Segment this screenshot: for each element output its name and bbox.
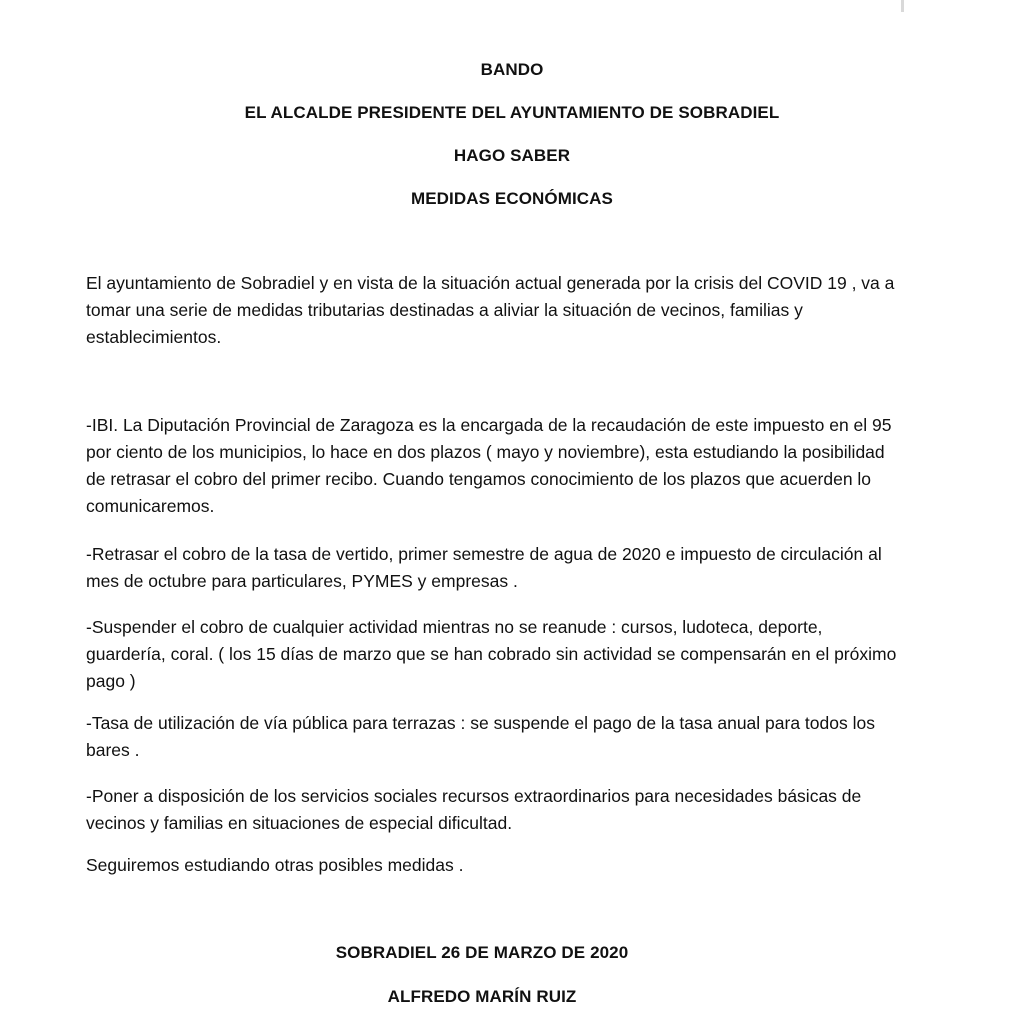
closing-statement: Seguiremos estudiando otras posibles medidas . (86, 855, 464, 875)
scan-edge-mark (901, 0, 904, 12)
issuing-authority: EL ALCALDE PRESIDENTE DEL AYUNTAMIENTO DE SOBRADIEL (244, 103, 780, 122)
measure-suspend-activities: -Suspender el cobro de cualquier actividad mientras no se reanude : cursos, ludoteca, deporte, guardería, coral. ( los 15 días de marzo que se han cobrado sin actividad se compensarán en el próximo pago ) (86, 617, 897, 691)
place-and-date: SOBRADIEL 26 DE MARZO DE 2020 (335, 943, 629, 962)
measure-delay-fees: -Retrasar el cobro de la tasa de vertido, primer semestre de agua de 2020 e impuesto de circulación al mes de octubre para particulares, PYMES y empresas . (86, 544, 882, 591)
measure-social-services: -Poner a disposición de los servicios sociales recursos extraordinarios para necesidades básicas de vecinos y familias en situaciones de especial dificultad. (86, 786, 862, 833)
intro-paragraph: El ayuntamiento de Sobradiel y en vista de la situación actual generada por la crisis del COVID 19 , va a tomar una serie de medidas tributarias destinadas a aliviar la situación de vecinos, familias y establecimientos. (86, 273, 895, 347)
document-subject: MEDIDAS ECONÓMICAS (410, 189, 614, 208)
measure-ibi: -IBI. La Diputación Provincial de Zaragoza es la encargada de la recaudación de este impuesto en el 95 por ciento de los municipios, lo hace en dos plazos ( mayo y noviembre), esta estudiando la posibilidad de retrasar el cobro del primer recibo. Cuando tengamos conocimiento de los plazos que acuerden lo comunicaremos. (86, 415, 892, 516)
signatory-name: ALFREDO MARÍN RUIZ (387, 987, 577, 1006)
document-title: BANDO (480, 60, 544, 79)
measure-terraces: -Tasa de utilización de vía pública para terrazas : se suspende el pago de la tasa anual para todos los bares . (86, 713, 875, 760)
proclamation: HAGO SABER (453, 146, 571, 165)
